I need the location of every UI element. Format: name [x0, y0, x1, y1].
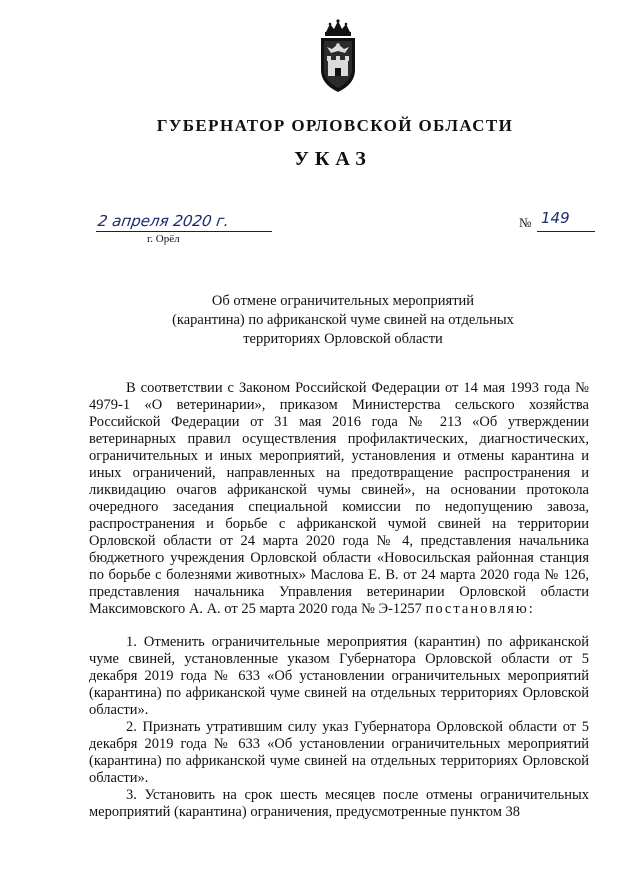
number-underline	[537, 231, 595, 232]
issue-city: г. Орёл	[147, 233, 180, 245]
decree-word: постановляю:	[425, 601, 535, 617]
subject-line: территориях Орловской области	[243, 331, 443, 347]
handwritten-number: 149	[541, 209, 570, 227]
subject-line: (карантина) по африканской чуме свиней на отдельных	[172, 312, 514, 328]
handwritten-date: 2 апреля 2020 г.	[96, 212, 231, 230]
document-type-title: УКАЗ	[294, 148, 372, 170]
decree-subject	[150, 292, 536, 349]
preamble-text: В соответствии с Законом Российской Федерации от 14 мая 1993 года № 4979-1 «О ветеринарии», приказом Министерства сельского хозяйства Российской Федерации от 31 мая 2016 года № 213 «Об утверждении ветеринарных правил осуществления профилактических, диагностических, ограничительных и иных мероприятий, установления и отмены карантина и иных ограничений, направленных на предотвращение распространения и ликвидацию очагов африканской чумы свиней», на основании протокола очередного заседания специальной комиссии по недопущению завоза, распространения и борьбе с африканской чумой свиней на территории Орловской области от 24 марта 2020 года № 4, представления начальника бюджетного учреждения Орловской области «Новосильская районная станция по борьбе с болезнями животных» Маслова Е. В. от 24 марта 2020 года № 126, представления начальника Управления ветеринарии Орловской области Максимовского А. А. от 25 марта 2020 года № Э-1257	[89, 380, 589, 617]
decree-item: 3. Установить на срок шесть месяцев после отмены ограничительных мероприятий (карантина) ограничения, предусмотренные пунктом 38	[89, 787, 589, 820]
preamble-paragraph	[89, 380, 589, 618]
date-underline	[96, 231, 272, 232]
decree-item: 1. Отменить ограничительные мероприятия (карантин) по африканской чуме свиней, установленные указом Губернатора Орловской области от 5 декабря 2019 года № 633 «Об установлении ограничительных мероприятий (карантина) по африканской чуме свиней на отдельных территориях Орловской области».	[89, 634, 589, 718]
decree-item: 2. Признать утратившим силу указ Губернатора Орловской области от 5 декабря 2019 года № 633 «Об установлении ограничительных мероприятий (карантина) по африканской чуме свиней на отдельных территориях Орловской области».	[89, 719, 589, 786]
coat-of-arms-emblem	[313, 18, 363, 96]
issuing-authority: ГУБЕРНАТОР ОРЛОВСКОЙ ОБЛАСТИ	[156, 116, 514, 135]
decree-body	[89, 380, 589, 821]
subject-line: Об отмене ограничительных мероприятий	[211, 293, 475, 309]
number-label: №	[519, 215, 532, 230]
